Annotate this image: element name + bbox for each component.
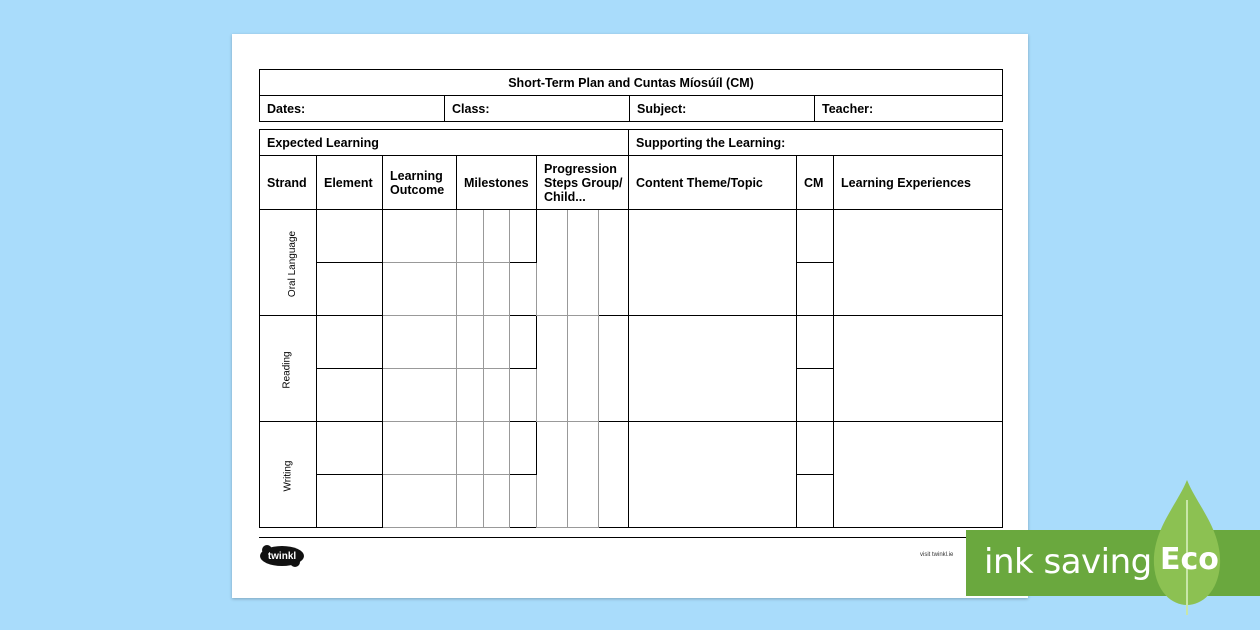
element-header: Element (317, 156, 383, 210)
content-cell[interactable] (629, 316, 797, 422)
outcome-cell[interactable] (383, 263, 457, 316)
outcome-cell[interactable] (383, 369, 457, 422)
content-cell[interactable] (629, 210, 797, 316)
element-cell[interactable] (317, 210, 383, 263)
expected-learning-heading: Expected Learning (260, 130, 629, 156)
dates-field[interactable]: Dates: (260, 96, 445, 122)
twinkl-logo (259, 544, 305, 568)
milestone-cell[interactable] (484, 210, 510, 263)
milestone-cell[interactable] (457, 369, 484, 422)
content-cell[interactable] (629, 422, 797, 528)
worksheet-page (232, 34, 1028, 598)
element-cell[interactable] (317, 475, 383, 528)
outcome-cell[interactable] (383, 316, 457, 369)
progression-header: Progression Steps Group/ Child... (537, 156, 629, 210)
eco-label: Eco (1160, 542, 1219, 577)
strand-reading: Reading (260, 316, 317, 422)
element-cell[interactable] (317, 422, 383, 475)
milestone-cell[interactable] (484, 422, 510, 475)
progression-cell[interactable] (568, 422, 599, 528)
milestone-cell[interactable] (457, 210, 484, 263)
progression-cell[interactable] (537, 422, 568, 528)
milestone-cell[interactable] (510, 475, 537, 528)
visit-link[interactable]: visit twinkl.ie (920, 552, 954, 558)
page-title: Short-Term Plan and Cuntas Míosúíl (CM) (260, 70, 1003, 96)
footer-divider (259, 537, 1002, 538)
svg-text:twinkl: twinkl (267, 551, 297, 562)
strand-writing: Writing (260, 422, 317, 528)
plan-table (259, 129, 1003, 528)
milestone-cell[interactable] (457, 316, 484, 369)
cm-cell[interactable] (797, 475, 834, 528)
progression-cell[interactable] (537, 210, 568, 316)
cm-cell[interactable] (797, 210, 834, 263)
learning-outcome-header: Learning Outcome (383, 156, 457, 210)
class-field[interactable]: Class: (445, 96, 630, 122)
milestones-header: Milestones (457, 156, 537, 210)
element-cell[interactable] (317, 369, 383, 422)
strand-oral-language: Oral Language (260, 210, 317, 316)
cm-header: CM (797, 156, 834, 210)
experiences-cell[interactable] (834, 422, 1003, 528)
milestone-cell[interactable] (510, 263, 537, 316)
progression-cell[interactable] (599, 422, 629, 528)
milestone-cell[interactable] (510, 422, 537, 475)
milestone-cell[interactable] (457, 475, 484, 528)
element-cell[interactable] (317, 263, 383, 316)
milestone-cell[interactable] (457, 422, 484, 475)
experiences-header: Learning Experiences (834, 156, 1003, 210)
milestone-cell[interactable] (484, 369, 510, 422)
progression-cell[interactable] (599, 210, 629, 316)
progression-cell[interactable] (599, 316, 629, 422)
milestone-cell[interactable] (510, 210, 537, 263)
cm-cell[interactable] (797, 263, 834, 316)
milestone-cell[interactable] (484, 475, 510, 528)
milestone-cell[interactable] (510, 316, 537, 369)
teacher-field[interactable]: Teacher: (815, 96, 1003, 122)
outcome-cell[interactable] (383, 210, 457, 263)
milestone-cell[interactable] (484, 263, 510, 316)
outcome-cell[interactable] (383, 422, 457, 475)
progression-cell[interactable] (568, 316, 599, 422)
milestone-cell[interactable] (484, 316, 510, 369)
outcome-cell[interactable] (383, 475, 457, 528)
milestone-cell[interactable] (457, 263, 484, 316)
cm-cell[interactable] (797, 316, 834, 369)
cm-cell[interactable] (797, 369, 834, 422)
content-header: Content Theme/Topic (629, 156, 797, 210)
header-table (259, 69, 1003, 122)
ink-saving-label: ink saving (984, 542, 1152, 582)
subject-field[interactable]: Subject: (630, 96, 815, 122)
milestone-cell[interactable] (510, 369, 537, 422)
element-cell[interactable] (317, 316, 383, 369)
cm-cell[interactable] (797, 422, 834, 475)
strand-header: Strand (260, 156, 317, 210)
experiences-cell[interactable] (834, 210, 1003, 316)
progression-cell[interactable] (537, 316, 568, 422)
experiences-cell[interactable] (834, 316, 1003, 422)
progression-cell[interactable] (568, 210, 599, 316)
supporting-learning-heading: Supporting the Learning: (629, 130, 1003, 156)
